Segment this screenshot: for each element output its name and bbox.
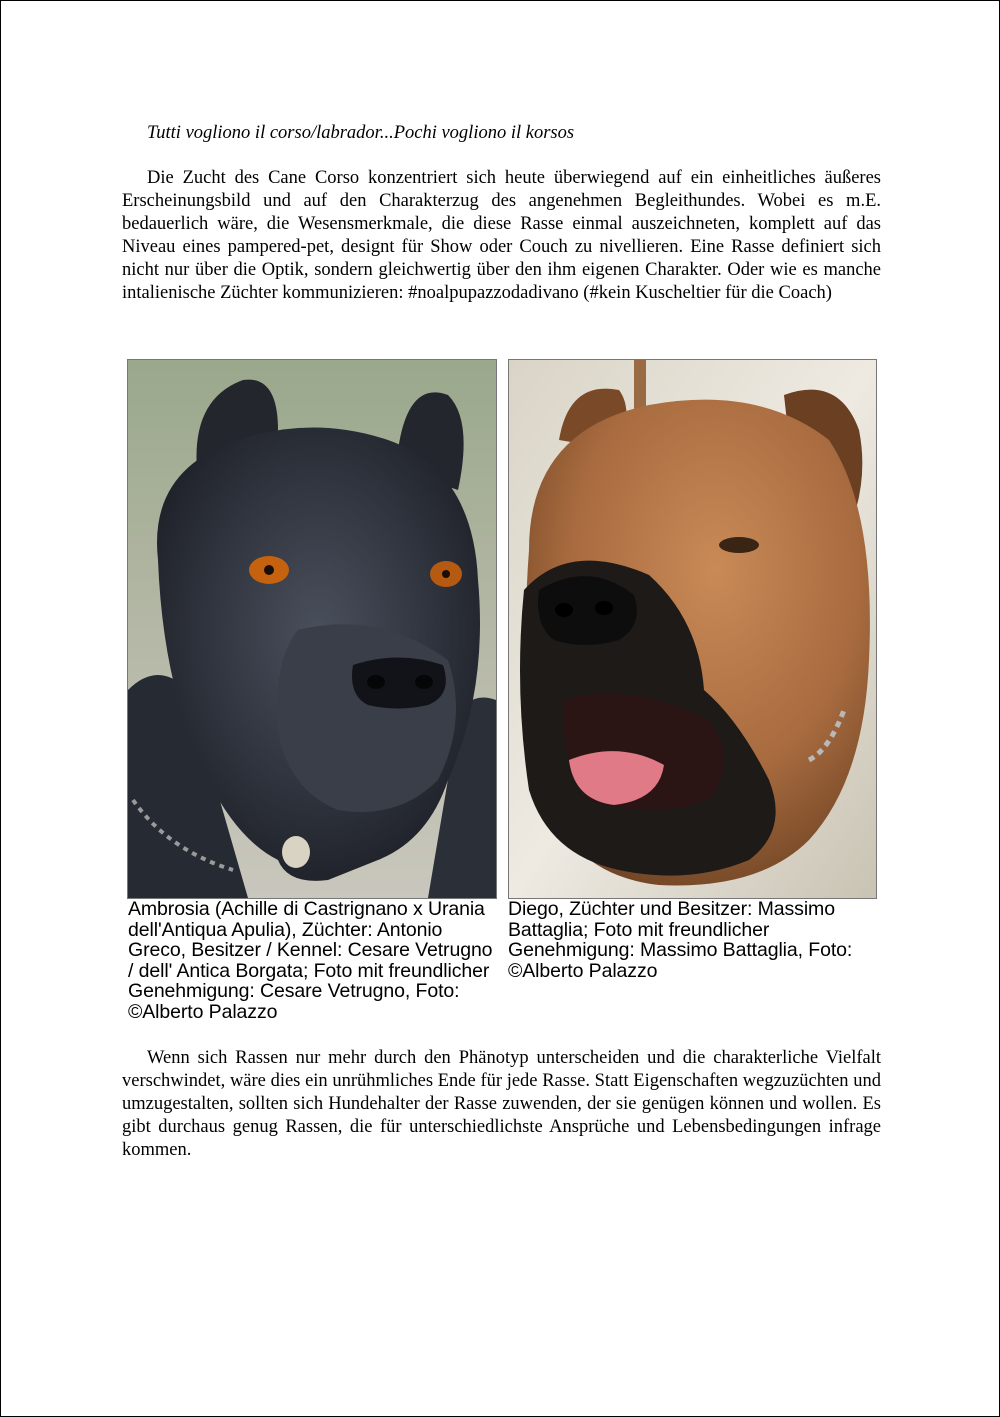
caption-right: Diego, Züchter und Besitzer: Massimo Battaglia; Foto mit freundlicher Genehmigung: Massimo Battaglia, Foto: ©Alberto Palazzo xyxy=(508,898,853,982)
black-dog-image xyxy=(128,360,496,898)
photo-black-cane-corso xyxy=(127,359,497,899)
motto: Tutti vogliono il corso/labrador...Pochi vogliono il korsos xyxy=(147,123,575,143)
photo-fawn-cane-corso xyxy=(508,359,877,899)
paragraph-intro: Die Zucht des Cane Corso konzentriert sich heute überwiegend auf ein einheitliches äußeres Erscheinungsbild und auf den Charakterzug des angenehmen Begleithundes. Wobei es m.E. bedauerlich wäre, die Wesensmerkmale, die diese Rasse einmal auszeichneten, komplett auf das Niveau eines pampered-pet, designt für Show oder Couch zu nivellieren. Eine Rasse definiert sich nicht nur über die Optik, sondern gleichwertig über den ihm eigenen Charakter. Oder wie es manche intalienische Züchter kommunizieren: #noalpupazzodadivano (#kein Kuscheltier für die Coach) xyxy=(122,168,881,303)
paragraph-conclusion: Wenn sich Rassen nur mehr durch den Phänotyp unterscheiden und die charakterliche Vielfalt verschwindet, wäre dies ein unrühmliches Ende für jede Rasse. Statt Eigenschaften wegzuzüchten und umzugestalten, sollten sich Hundehalter der Rasse zuwenden, der sie genügen können und wollen. Es gibt durchaus genug Rassen, die für unterschiedlichste Ansprüche und Lebensbedingungen infrage kommen. xyxy=(122,1048,881,1160)
fawn-dog-image xyxy=(509,360,876,898)
caption-left: Ambrosia (Achille di Castrignano x Urania dell'Antiqua Apulia), Züchter: Antonio Greco, Besitzer / Kennel: Cesare Vetrugno / dell' Antica Borgata; Foto mit freundlicher Genehmigung: Cesare Vetrugno, Foto: ©Alberto Palazzo xyxy=(128,898,493,1023)
